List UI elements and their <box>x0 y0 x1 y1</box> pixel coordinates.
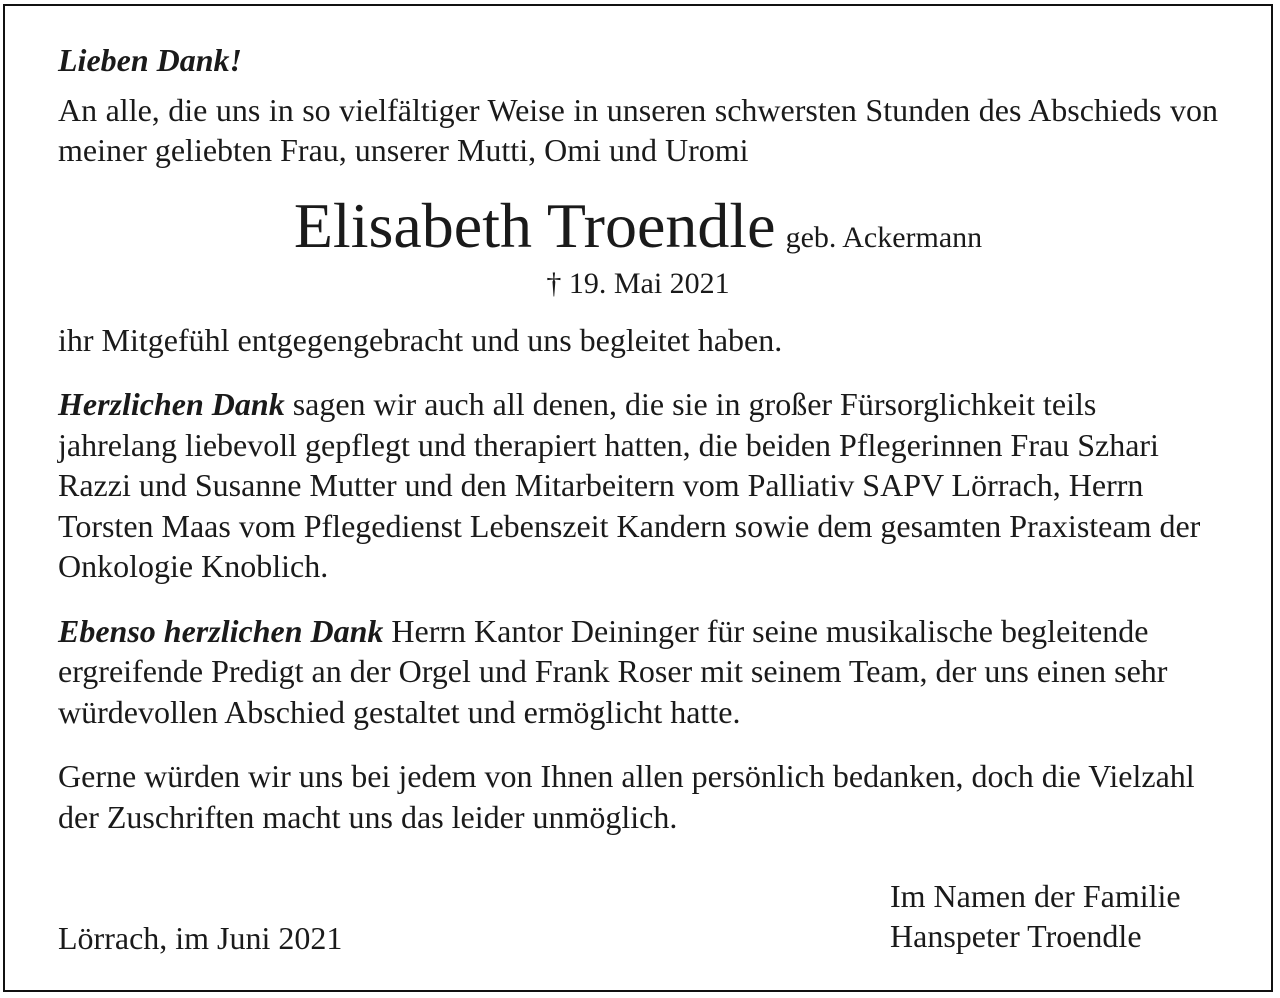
intro-text: An alle, die uns in so vielfältiger Weise in unseren schwersten Stunden des Abschieds von meiner geliebten Frau, unserer Mutti, Omi und Uromi <box>58 92 1218 168</box>
notice-footer <box>58 876 1218 966</box>
paragraph-thanks <box>58 384 1218 587</box>
paragraph-thanks-lead: Herzlichen Dank <box>58 386 285 422</box>
deceased-name: Elisabeth Troendle <box>293 190 776 261</box>
death-date: † 19. Mai 2021 <box>546 267 730 300</box>
signature-line-2: Hanspeter Troendle <box>890 918 1142 954</box>
paragraph-also-thanks <box>58 611 1218 733</box>
maiden-name: geb. Ackermann <box>785 221 983 254</box>
notice-body <box>58 40 1218 837</box>
deceased-name-line <box>58 188 1218 264</box>
paragraph-thanks-text: sagen wir auch all denen, die sie in großer Fürsorglichkeit teils jahrelang liebevoll gepflegt und therapiert hatten, die beiden Pflegerinnen Frau Szhari Razzi und Susanne Mutter und den Mitarbeitern vom Palliativ SAPV Lörrach, Herrn Torsten Maas vom Pflegedienst Lebenszeit Kandern sowie dem gesamten Praxisteam der Onkologie Knoblich. <box>58 386 1201 584</box>
intro-end-text: ihr Mitgefühl entgegengebracht und uns begleitet haben. <box>58 322 783 358</box>
paragraph-closing: Gerne würden wir uns bei jedem von Ihnen allen persönlich bedanken, doch die Vielzahl der Zuschriften macht uns das leider unmöglich. <box>58 758 1195 835</box>
signature-line-1: Im Namen der Familie <box>890 878 1181 914</box>
signature <box>890 876 1181 956</box>
paragraph-also-thanks-lead: Ebenso herzlichen Dank <box>58 612 384 649</box>
paragraph-also-thanks-text: Herrn Kantor Deininger für seine musikalische begleitende ergreifende Predigt an der Orgel und Frank Roser mit seinem Team, der uns einen sehr würdevollen Abschied gestaltet und ermöglicht hatte. <box>58 612 1168 730</box>
notice-heading: Lieben Dank! <box>58 42 242 78</box>
place-date: Lörrach, im Juni 2021 <box>58 920 343 956</box>
